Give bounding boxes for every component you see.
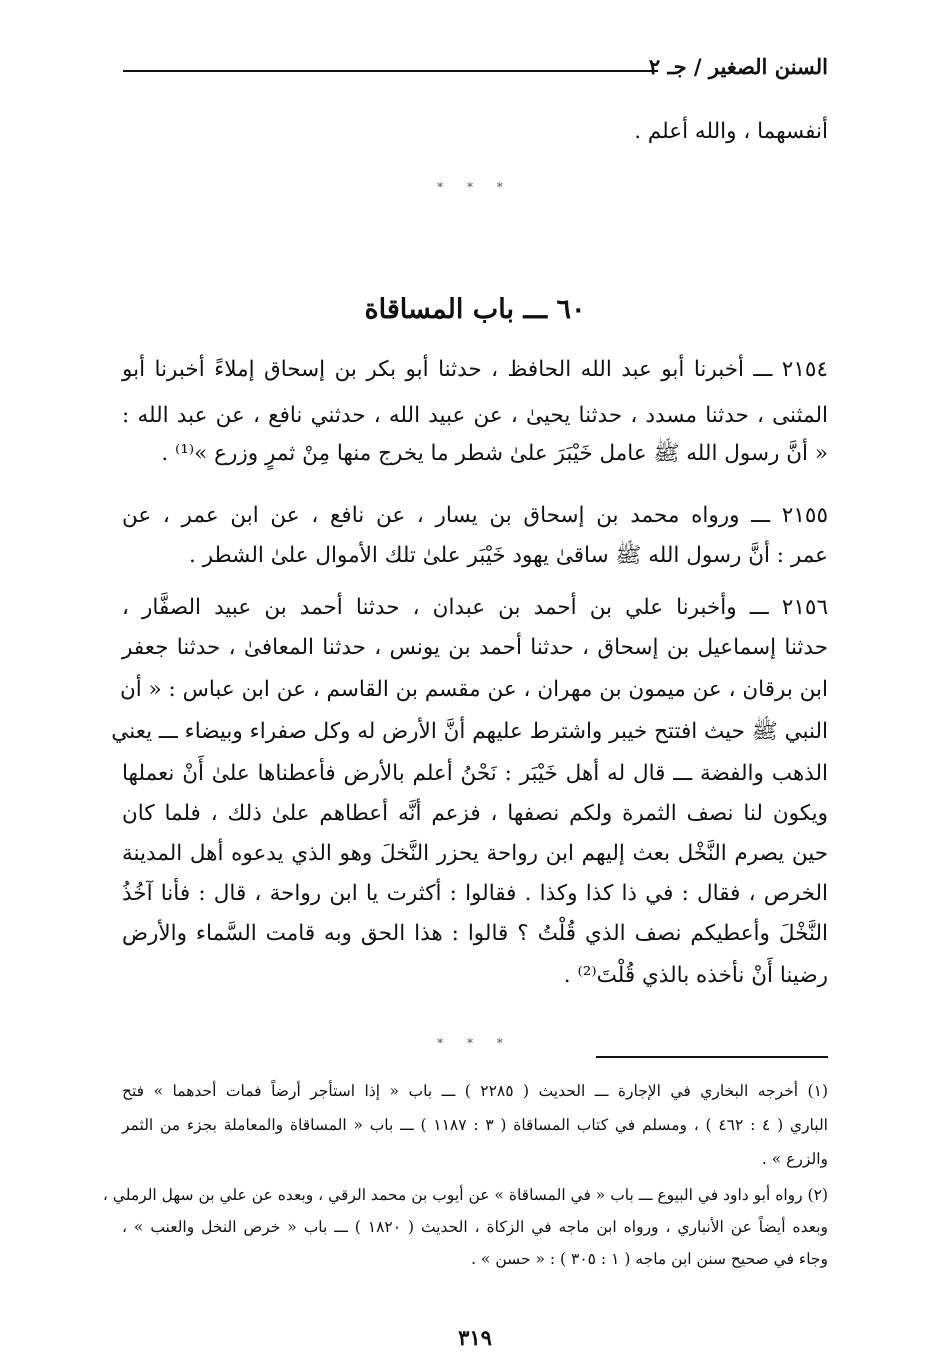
hadith-line: ٢١٥٥ ـــ ورواه محمد بن إسحاق بن يسار ، عن نافع ، عن ابن عمر ، عن bbox=[122, 503, 828, 528]
header-rule bbox=[123, 70, 658, 72]
footnote-line: وبعده أيضاً عن الأنباري ، ورواه ابن ماجه في الزكاة ، الحديث ( ١٨٢٠ ) ـــ باب « خرص النخل والعنب » ، bbox=[122, 1218, 828, 1236]
footnote-line: وجاء في صحيح سنن ابن ماجه ( ١ : ٣٠٥ ) : « حسن » . bbox=[471, 1250, 828, 1268]
separator-stars-bottom: * * * bbox=[437, 1036, 513, 1050]
hadith-line: ٢١٥٤ ـــ أخبرنا أبو عبد الله الحافظ ، حدثنا أبو بكر بن إسحاق إملاءً أخبرنا أبو bbox=[122, 357, 828, 382]
hadith-line: ٢١٥٦ ـــ وأخبرنا علي بن أحمد بن عبدان ، حدثنا أحمد بن عبيد الصفَّار ، bbox=[122, 595, 828, 620]
hadith-line: النَّخْلَ وأعطيكم نصف الذي قُلْتُ ؟ قالوا : هذا الحق وبه قامت السَّماء والأرض bbox=[122, 921, 828, 946]
chapter-title: ٦٠ ـــ باب المساقاة bbox=[364, 294, 586, 325]
running-header-title: السنن الصغير / جـ ٢ bbox=[648, 54, 828, 79]
separator-stars-top: * * * bbox=[437, 180, 513, 194]
hadith-line: الذهب والفضة ـــ قال له أهل خَيْبَر : نَحْنُ أعلم بالأرض فأعطناها علىٰ أَنْ نعملها bbox=[122, 761, 828, 786]
page-number: ٣١٩ bbox=[458, 1325, 492, 1350]
intro-line: أنفسهما ، والله أعلم . bbox=[634, 119, 828, 144]
footnote-line: (٢) رواه أبو داود في البيوع ـــ باب « في المساقاة » عن أيوب بن محمد الرقي ، وبعده عن علي بن سهل الرملي ، bbox=[102, 1186, 828, 1204]
footnote-rule bbox=[596, 1056, 828, 1058]
hadith-line: حين يصرم النَّخْل بعث إليهم ابن رواحة يحزر النَّخلَ وهو الذي يدعوه أهل المدينة bbox=[122, 841, 828, 866]
hadith-line: ويكون لنا نصف الثمرة ولكم نصفها ، فزعم أنَّه أعطاهم علىٰ ذلك ، فلما كان bbox=[122, 801, 828, 826]
hadith-line: رضينا أَنْ نأخذه بالذي قُلْتَ⁽²⁾ . bbox=[563, 963, 828, 988]
running-header bbox=[123, 48, 828, 88]
footnote-line: والزرع » . bbox=[761, 1150, 828, 1168]
hadith-line: ابن برقان ، عن ميمون بن مهران ، عن مقسم بن القاسم ، عن ابن عباس : « أن bbox=[119, 677, 828, 702]
hadith-line: « أنَّ رسول الله ﷺ عامل خَيْبَرَ علىٰ شطر ما يخرج منها مِنْ ثمرٍ وزرع »⁽¹⁾ . bbox=[161, 441, 828, 466]
footnote-line: الباري ( ٤ : ٤٦٢ ) ، ومسلم في كتاب المساقاة ( ٣ : ١١٨٧ ) ـــ باب « المساقاة والمعاملة بجزء من الثمر bbox=[122, 1116, 828, 1134]
hadith-line: المثنى ، حدثنا مسدد ، حدثنا يحيىٰ ، عن عبيد الله ، حدثني نافع ، عن عبد الله : bbox=[122, 403, 828, 428]
hadith-line: النبي ﷺ حيث افتتح خيبر واشترط عليهم أنَّ الأرض له وكل صفراء وبيضاء ـــ يعني bbox=[111, 719, 828, 744]
hadith-line: الخرص ، فقال : في ذا كذا وكذا . فقالوا : أكثرت يا ابن رواحة ، قال : فأنا آخُذُ bbox=[122, 881, 828, 906]
footnote-line: (١) أخرجه البخاري في الإجارة ـــ الحديث ( ٢٢٨٥ ) ـــ باب « إذا استأجر أرضاً فمات أحدهما » فتح bbox=[122, 1082, 828, 1100]
hadith-line: حدثنا إسماعيل بن إسحاق ، حدثنا أحمد بن يونس ، حدثنا المعافىٰ ، حدثنا جعفر bbox=[122, 635, 828, 660]
hadith-line: عمر : أنَّ رسول الله ﷺ ساقىٰ يهود خَيْبَر علىٰ تلك الأموال علىٰ الشطر . bbox=[189, 543, 828, 568]
